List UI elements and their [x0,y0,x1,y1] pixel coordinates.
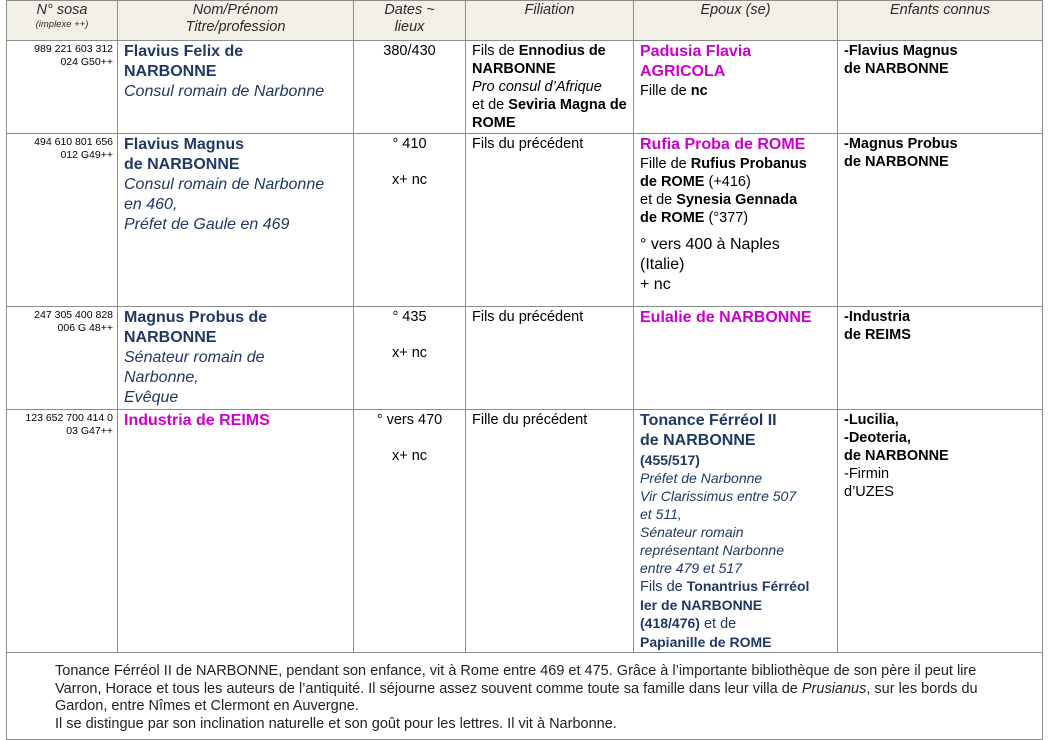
birth-date: ° vers 470 [376,412,443,428]
child-name: -Industria [844,309,911,325]
header-filiation: Filiation [466,1,634,41]
spouse-title-line2: Vir Clarissimus entre 507 [640,488,797,504]
person-title: Sénateur romain de [124,349,265,366]
note-text: Tonance Férréol II de NARBONNE, pendant son enfance, vit à Rome entre 469 et 475. Grâce à l’importante bibliothèque de son père il peut lire Varron, Horace et tous les auteurs de l’antiquité. Il séjourne assez souvent comme toute sa famille dans leur villa de [55,663,977,697]
spouse-name-line2: AGRICOLA [640,63,726,80]
spouse-title-line5: représentant Narbonne [640,542,784,558]
spouse-father: Rufius Probanus [690,156,807,172]
sosa-number: 123 652 700 414 0 [25,412,113,424]
table-header-row [7,1,1043,41]
person-name: Industria de REIMS [124,412,270,429]
spouse-parent-prefix: Fille de [640,83,687,99]
header-dates-label: Dates ~ [384,2,435,18]
child-name-2: -Deoteria, [844,430,911,446]
spouse-birth: ° vers 400 à Naples [640,236,780,253]
name-cell [118,307,354,410]
spouse-name: Tonance Férréol II [640,412,777,429]
spouse-name: Rufia Proba de ROME [640,136,806,153]
note-row [7,653,1043,740]
spouse-cell [634,307,838,410]
spouse-name: Padusia Flavia [640,43,752,60]
spacer [360,153,459,171]
person-name: Flavius Magnus [124,136,245,153]
spouse-and: et de [640,192,673,208]
spouse-birth-place: (Italie) [640,256,685,273]
person-name-line2: NARBONNE [124,63,217,80]
genealogy-document [6,0,1042,740]
sosa-generation: 012 G49++ [60,149,113,161]
sosa-cell [7,410,118,653]
spouse-death: + nc [640,276,671,293]
header-epoux: Epoux (se) [634,1,838,41]
header-name [118,1,354,41]
sosa-number: 494 610 801 656 [34,136,113,148]
sosa-generation: 03 G47++ [66,425,113,437]
child-name-3: -Firmin [844,466,890,482]
birth-date: ° 410 [392,136,427,152]
sosa-cell [7,41,118,134]
spouse-father-dates: (418/476) [640,615,700,631]
header-dates [354,1,466,41]
child-name-line2: de NARBONNE [844,61,949,77]
mother-name: Seviria Magna de ROME [472,97,627,131]
header-enfants: Enfants connus [838,1,1043,41]
spouse-title-line4: Sénateur romain [640,524,744,540]
spouse-mother: Synesia Gennada [676,192,798,208]
spouse-father-line2: de ROME [640,174,705,190]
spouse-father-line2: Ier de NARBONNE [640,597,763,613]
table-row [7,410,1043,653]
child-name-line2: de REIMS [844,327,911,343]
spouse-father: Tonantrius Férréol [686,578,810,594]
name-cell [118,134,354,307]
person-title: Consul romain de Narbonne [124,83,325,100]
sosa-cell [7,134,118,307]
child-family-name: de NARBONNE [844,448,949,464]
filiation-cell [466,41,634,134]
spouse-dates: (455/517) [640,452,700,468]
sosa-cell [7,307,118,410]
header-title-label: Titre/profession [185,19,286,35]
marriage-death: x+ nc [391,448,428,464]
person-title: Consul romain de Narbonne [124,176,325,193]
spouse-title-line6: entre 479 et 517 [640,560,742,576]
spouse-mother: Papianille de ROME [640,634,772,650]
spouse-parent: nc [690,83,708,99]
birth-date: ° 435 [392,309,427,325]
note-text-2: Il se distingue par son inclination naturelle et son goût pour les lettres. Il vit à Narbonne. [55,715,617,732]
filiation-cell: Fils du précédent [466,307,634,410]
spouse-parent-prefix: Fille de [640,156,687,172]
filiation-and: et de [472,97,505,113]
dates-cell [354,410,466,653]
header-sosa-sub: (implexe ++) [35,19,89,30]
note-cell [7,653,1043,740]
children-cell [838,41,1043,134]
header-name-label: Nom/Prénom [192,2,279,18]
filiation-cell: Fille du précédent [466,410,634,653]
children-cell [838,134,1043,307]
filiation-prefix: Fils de [472,43,515,59]
name-cell [118,410,354,653]
sosa-number: 247 305 400 828 [34,309,113,321]
person-name: Magnus Probus de [124,309,268,326]
father-title: Pro consul d’Afrique [472,79,602,95]
dates-cell [354,134,466,307]
spouse-and: et de [703,616,737,632]
person-title-line2: Narbonne, [124,369,199,386]
sosa-generation: 024 G50++ [60,56,113,68]
child-name: -Magnus Probus [844,136,958,152]
sosa-number: 989 221 603 312 [34,43,113,55]
spacer [360,429,459,447]
spouse-parent-prefix: Fils de [640,579,683,595]
spouse-title-line3: et 511, [640,506,682,522]
note-text-cont: , sur les bords du Gardon, entre Nîmes et Clermont en Auvergne. [55,680,978,714]
dates-cell [354,307,466,410]
header-places-label: lieux [394,19,425,35]
spouse-name-line2: de NARBONNE [640,432,756,449]
spacer [360,326,459,344]
spouse-father-dates: (+416) [708,174,751,190]
children-cell [838,307,1043,410]
person-title-line2: en 460, [124,196,178,213]
person-name: Flavius Felix de [124,43,244,60]
person-title-line3: Préfet de Gaule en 469 [124,216,290,233]
child-name: -Lucilia, [844,412,899,428]
father-name: Ennodius de NARBONNE [472,43,606,77]
header-sosa-label: N° sosa [36,2,88,18]
dates-cell: 380/430 [354,41,466,134]
spouse-title: Préfet de Narbonne [640,470,763,486]
child-name-line2: de NARBONNE [844,154,949,170]
table-row [7,307,1043,410]
child-name: -Flavius Magnus [844,43,958,59]
table-row [7,41,1043,134]
sosa-generation: 006 G 48++ [57,322,113,334]
note-villa-name: Prusianus [801,680,867,697]
spouse-cell [634,41,838,134]
person-name-line2: NARBONNE [124,329,217,346]
children-cell [838,410,1043,653]
name-cell [118,41,354,134]
person-title-line3: Evêque [124,389,179,406]
spouse-name: Eulalie de NARBONNE [640,309,812,326]
spouse-mother-line2: de ROME [640,210,705,226]
marriage-death: x+ nc [391,345,428,361]
header-sosa [7,1,118,41]
marriage-death: x+ nc [391,172,428,188]
spouse-mother-dates: (°377) [708,210,749,226]
child-name-3-line2: d’UZES [844,484,894,500]
genealogy-table [6,0,1043,740]
table-row [7,134,1043,307]
spouse-cell [634,134,838,307]
filiation-cell: Fils du précédent [466,134,634,307]
person-name-line2: de NARBONNE [124,156,240,173]
spouse-cell [634,410,838,653]
